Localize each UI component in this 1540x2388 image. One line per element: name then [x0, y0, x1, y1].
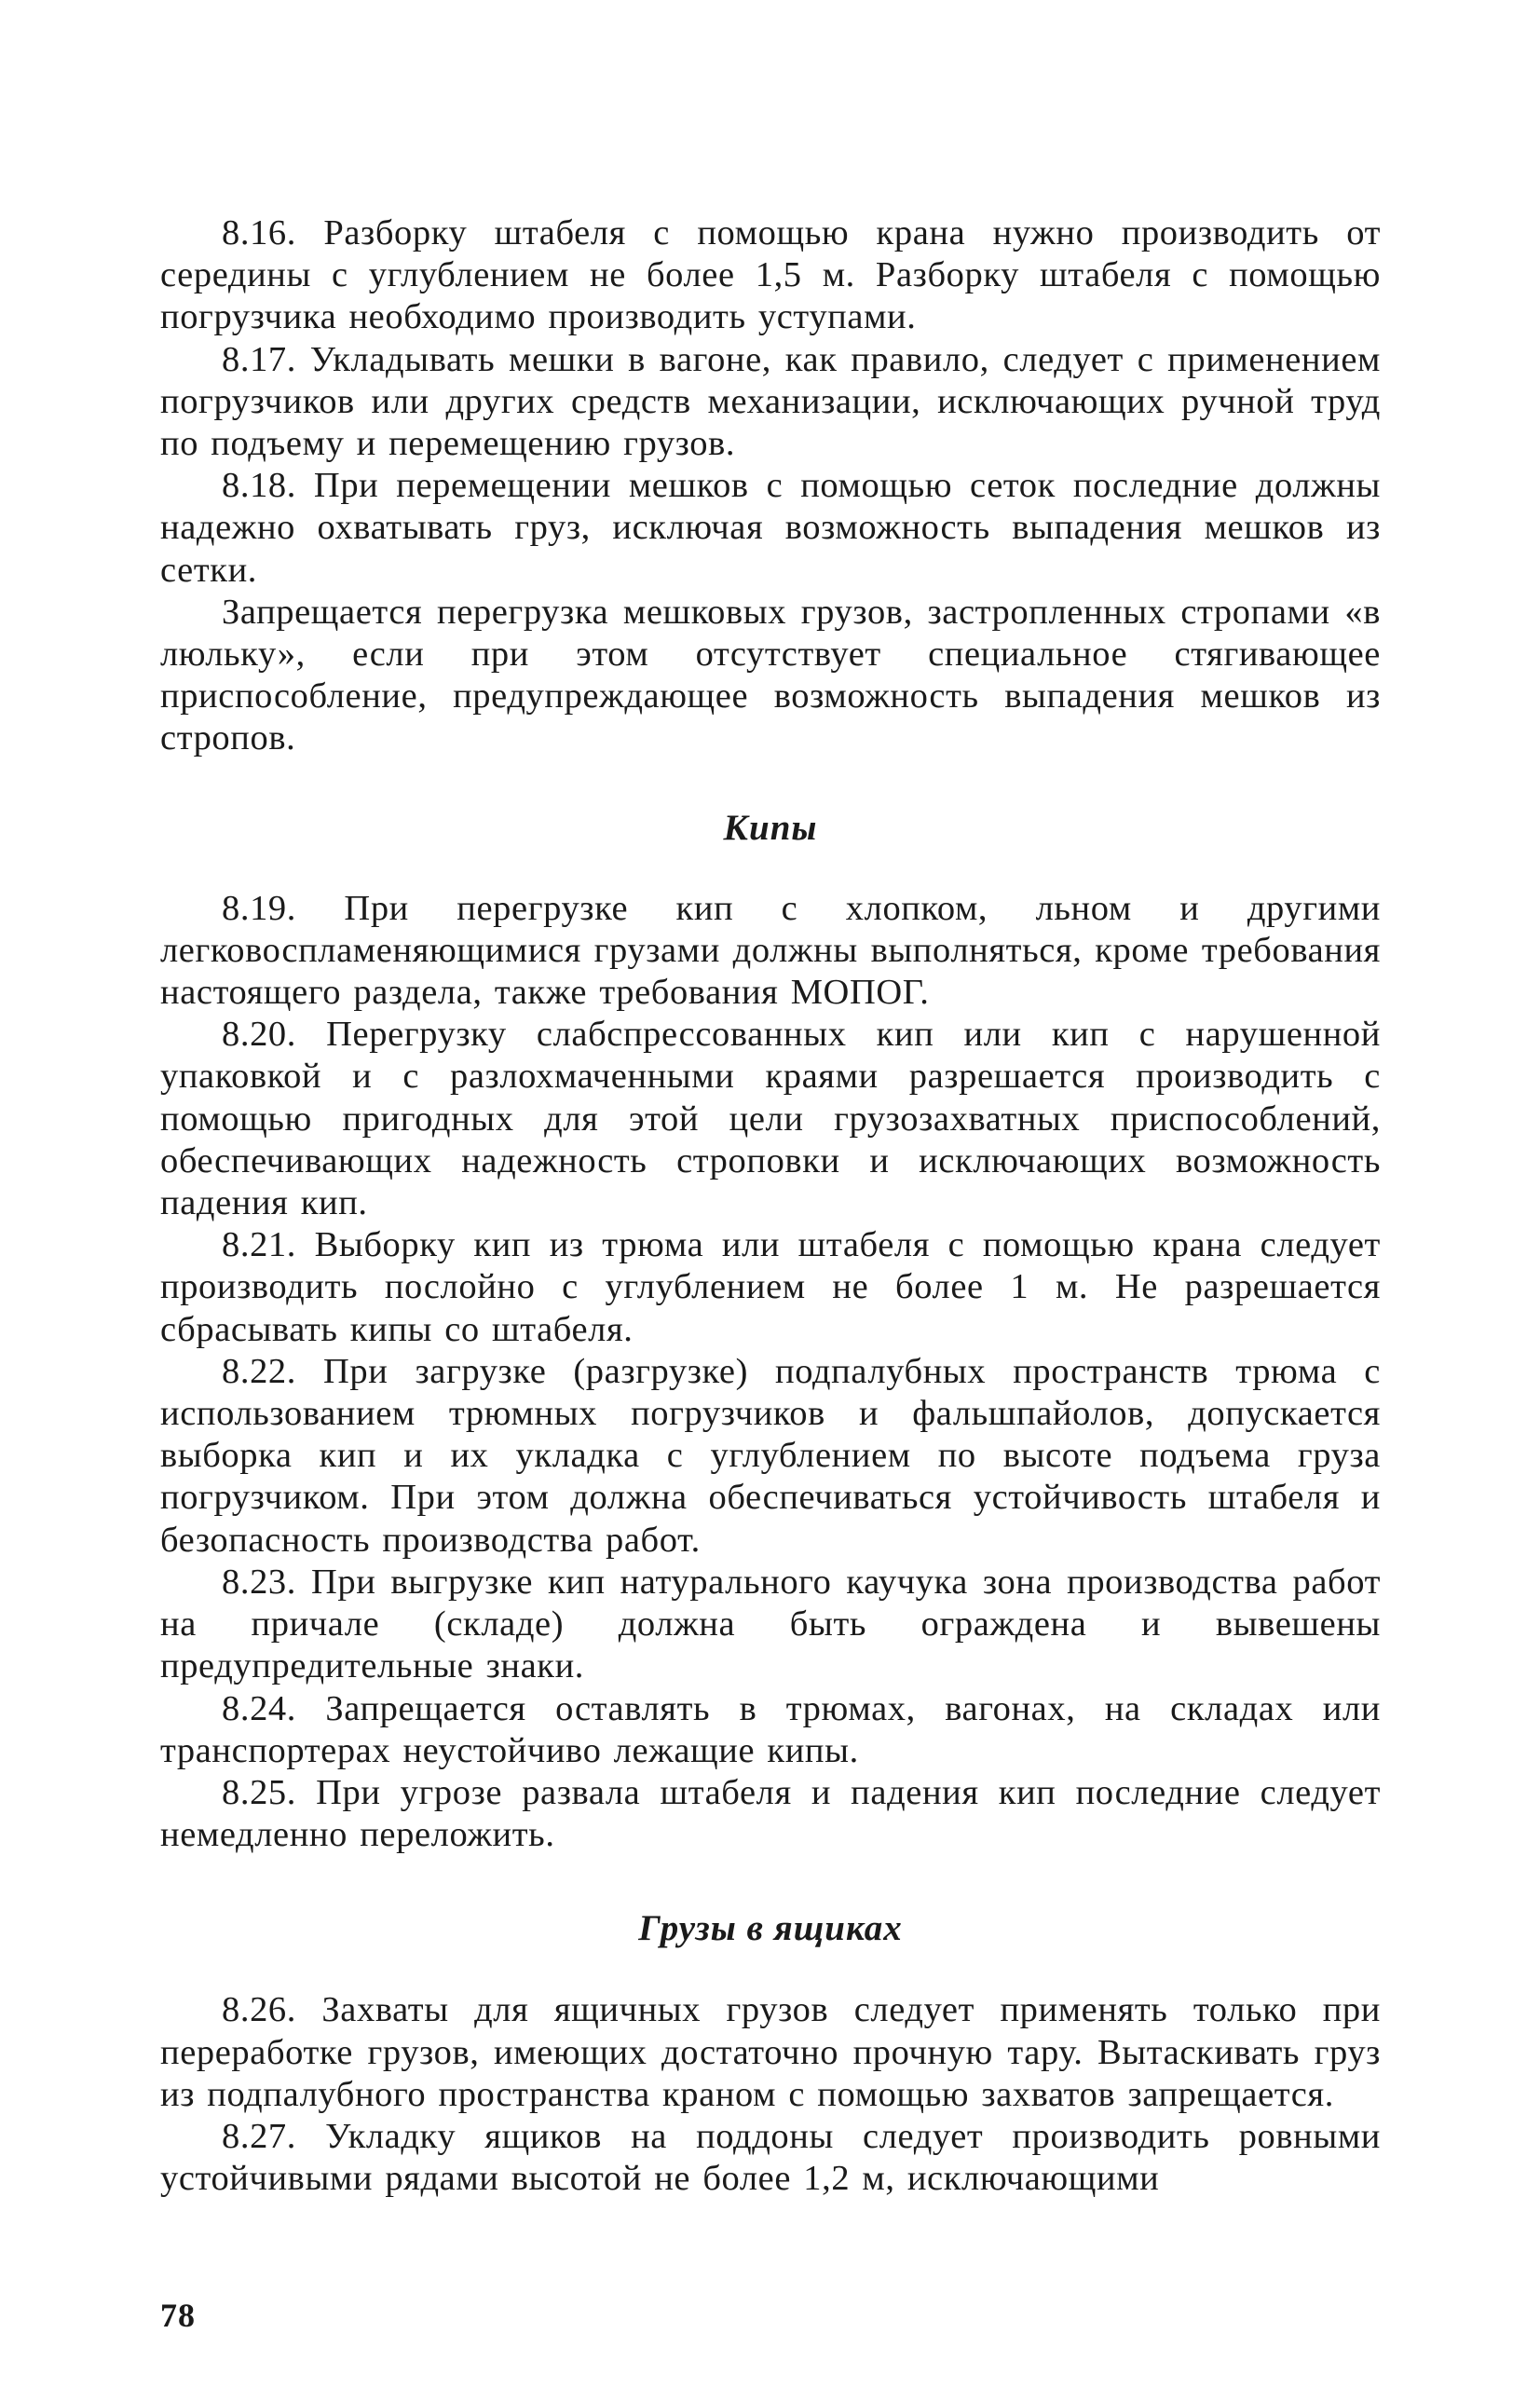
paragraph-8-22: 8.22. При загрузке (разгрузке) подпалубных пространств трюма с использованием трюмных погрузчиков и фальшпайолов, допускается выборка кип и их укладка с углублением по высоте подъема груза погрузчиком. При этом должна обеспечиваться устойчивость штабеля и безопасность производства работ.	[160, 1351, 1381, 1560]
paragraph-8-25: 8.25. При угрозе развала штабеля и падения кип последние следует немедленно переложить.	[160, 1772, 1381, 1855]
paragraph-8-24: 8.24. Запрещается оставлять в трюмах, вагонах, на складах или транспортерах неустойчиво лежащие кипы.	[160, 1688, 1381, 1770]
paragraph-8-21: 8.21. Выборку кип из трюма или штабеля с помощью крана следует производить послойно с углублением не более 1 м. Не разрешается сбрасывать кипы со штабеля.	[160, 1225, 1381, 1349]
section-heading-kipy: Кипы	[723, 807, 818, 848]
paragraph-zapreshchaetsya: Запрещается перегрузка мешковых грузов, застропленных стропами «в люльку», если при этом отсутствует специальное стягивающее приспособление, предупреждающее возможность выпадения мешков из стропов.	[160, 592, 1381, 758]
paragraph-8-27: 8.27. Укладку ящиков на поддоны следует производить ровными устойчивыми рядами высотой не более 1,2 м, исключающими	[160, 2116, 1381, 2199]
paragraph-8-26: 8.26. Захваты для ящичных грузов следует применять только при переработке грузов, имеющих достаточно прочную тару. Вытаскивать груз из подпалубного пространства краном с помощью захватов запрещается.	[160, 1990, 1381, 2114]
paragraph-8-18: 8.18. При перемещении мешков с помощью сеток последние должны надежно охватывать груз, исключая возможность выпадения мешков из сетки.	[160, 466, 1381, 590]
paragraph-8-19: 8.19. При перегрузке кип с хлопком, льном и другими легковоспламеняющимися грузами должны выполняться, кроме требования настоящего раздела, также требования МОПОГ.	[160, 888, 1381, 1013]
section-heading-gruzy-v-yashchikah: Грузы в ящиках	[638, 1908, 903, 1949]
section-meshki	[160, 212, 1381, 760]
paragraph-8-17: 8.17. Укладывать мешки в вагоне, как правило, следует с применением погрузчиков или других средств механизации, исключающих ручной труд по подъему и перемещению грузов.	[160, 339, 1381, 464]
section-gruzy-v-yashchikah	[160, 1856, 1381, 2200]
page-number: 78	[160, 2297, 196, 2334]
paragraph-8-16: 8.16. Разборку штабеля с помощью крана нужно производить от середины с углублением не более 1,5 м. Разборку штабеля с помощью погрузчика необходимо производить уступами.	[160, 213, 1381, 337]
section-kipy	[160, 760, 1381, 1857]
paragraph-8-20: 8.20. Перегрузку слабспрессованных кип или кип с нарушенной упаковкой и с разлохмаченными краями разрешается производить с помощью пригодных для этой цели грузозахватных приспособлений, обеспечивающих надежность строповки и исключающих возможность падения кип.	[160, 1015, 1381, 1223]
paragraph-8-23: 8.23. При выгрузке кип натурального каучука зона производства работ на причале (складе) должна быть ограждена и вывешены предупредительные знаки.	[160, 1562, 1381, 1686]
page-body	[160, 212, 1381, 2200]
